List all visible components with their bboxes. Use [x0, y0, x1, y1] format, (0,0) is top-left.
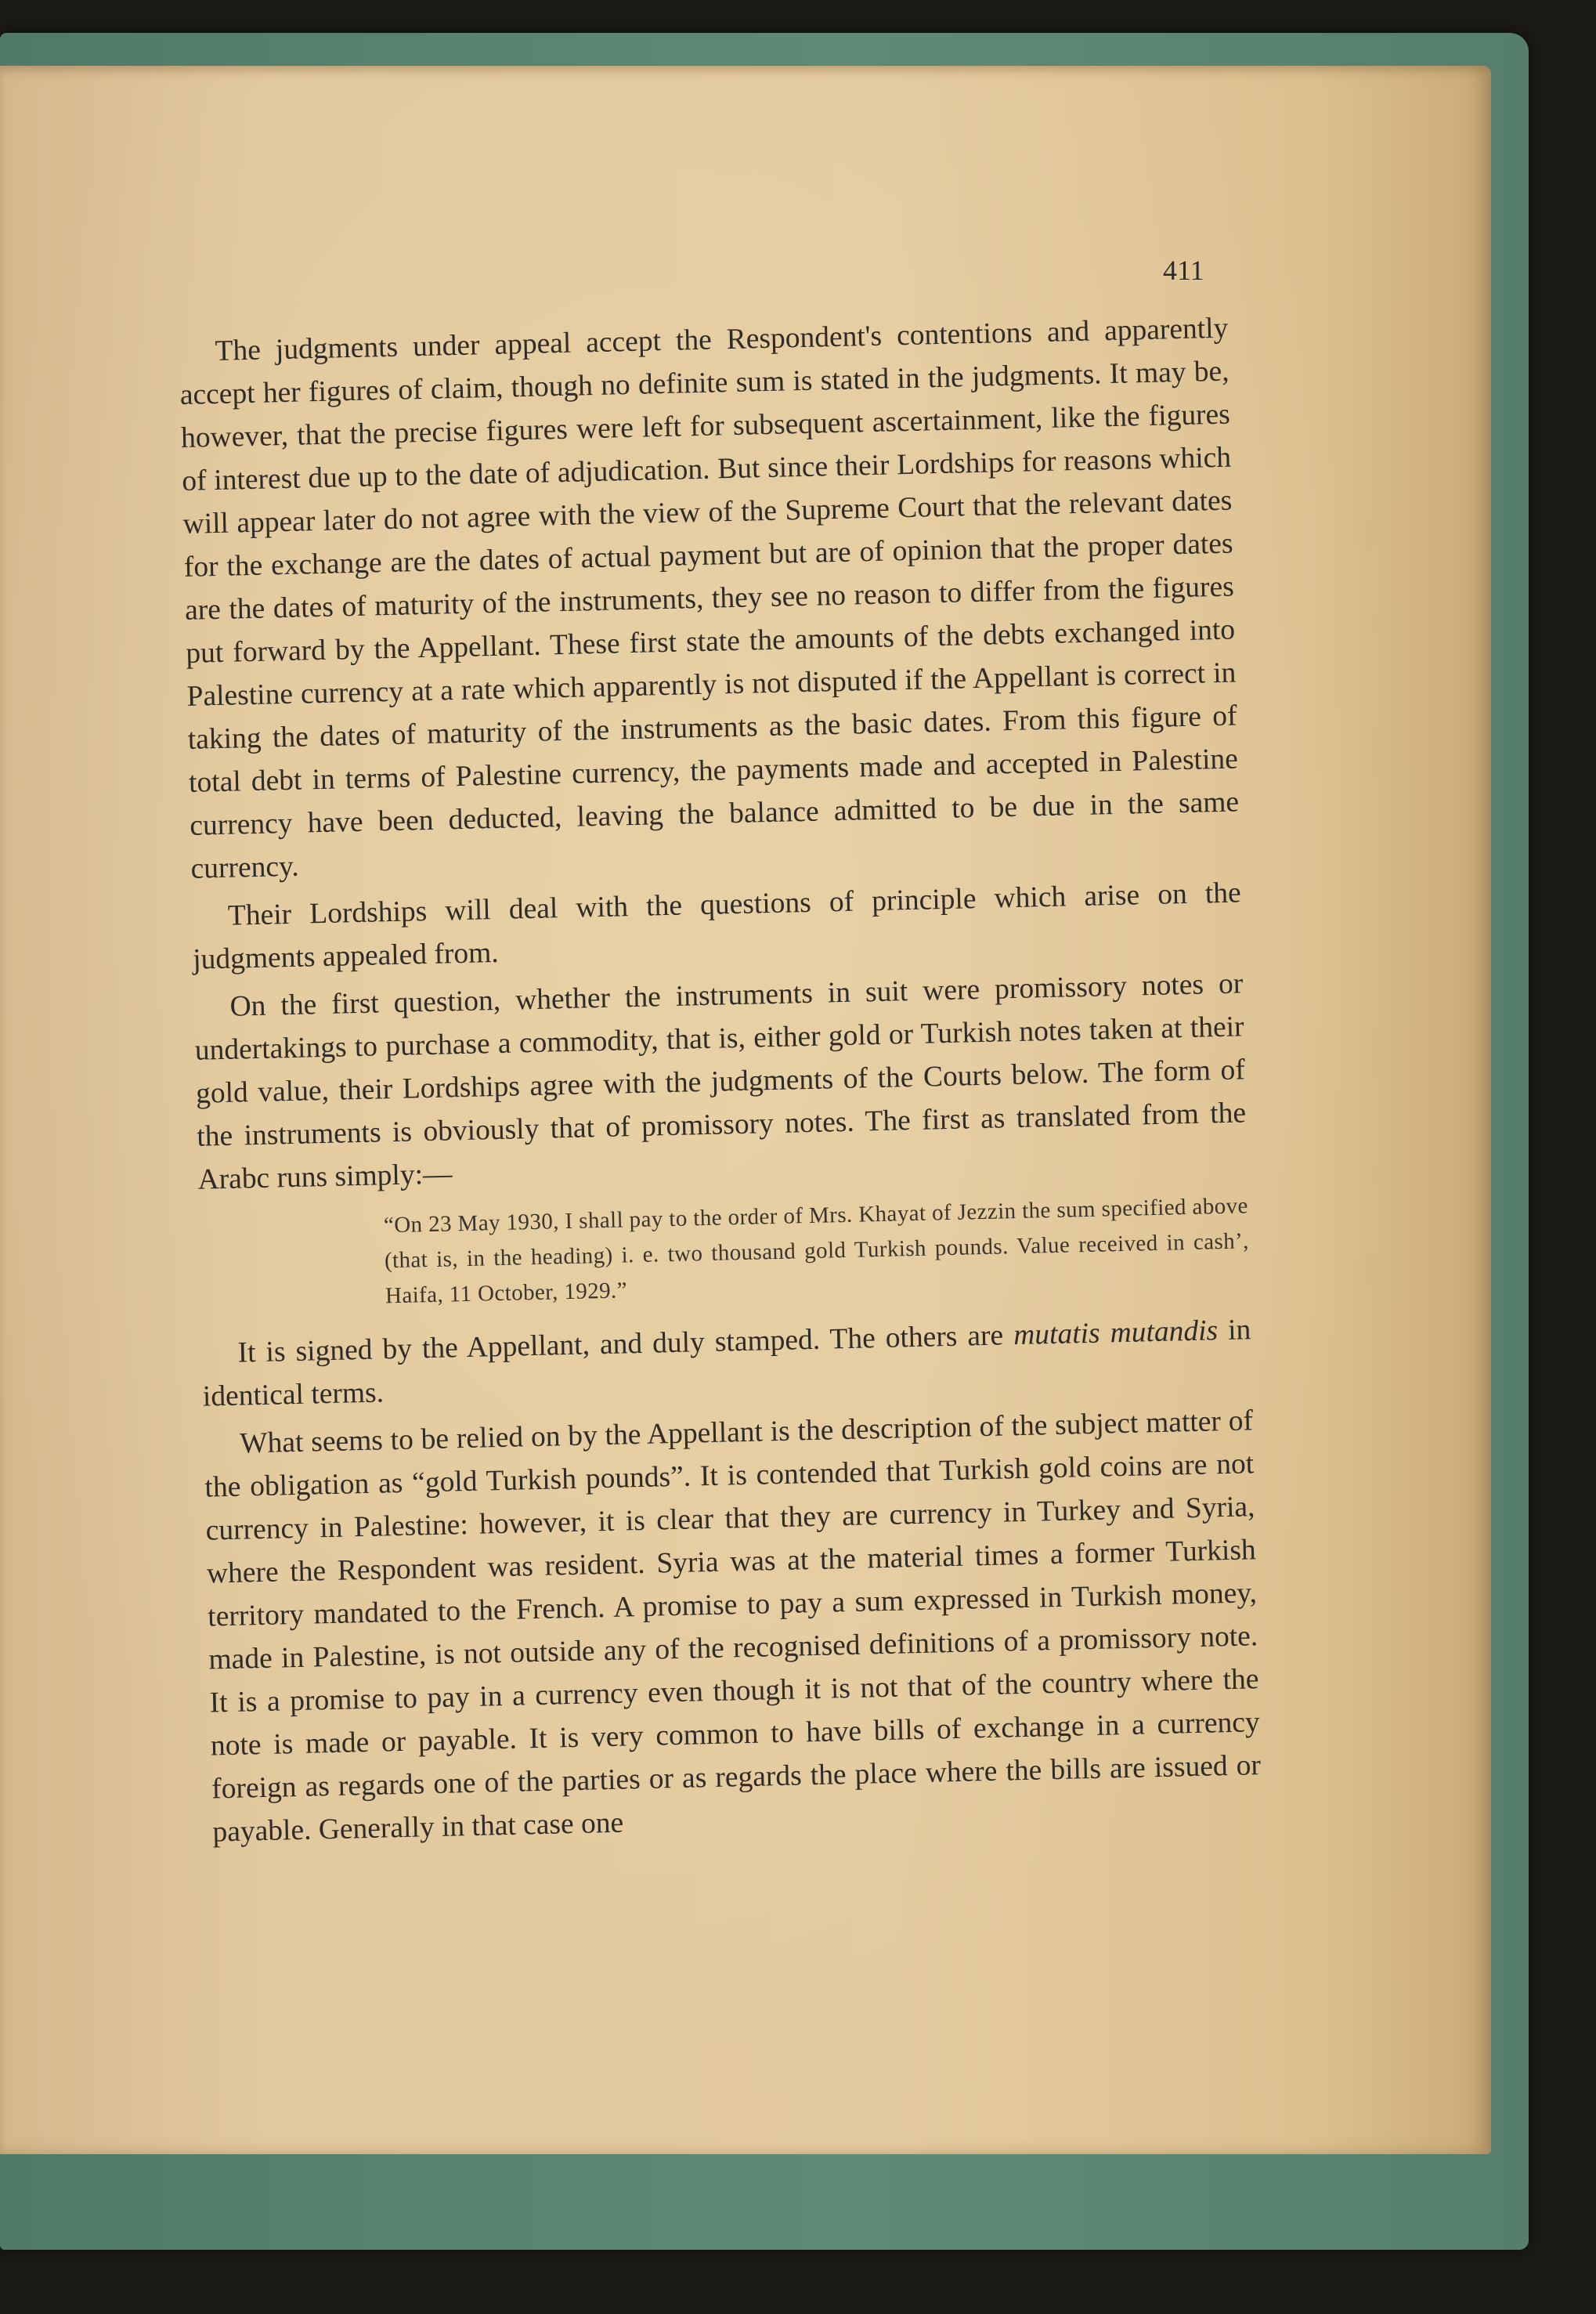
- paragraph-turkish-pounds: What seems to be relied on by the Appellant is the description of the subject matter of the obligation as “gold Turkish pounds”. It is contended that Turkish gold coins are not currency in Palestine: however, it is clear that they are currency in Turkey and Syria, where the Respondent was resident. Syria was at the material times a former Turkish territory mandated to the French. A promise to pay a sum expressed in Turkish money, made in Palestine, is not outside any of the recognised definitions of a promissory note. It is a promise to pay in a currency even though it is not that of the country where the note is made or payable. It is very common to have bills of exchange in a currency foreign as regards one of the parties or as regards the place where the bills are issued or payable. Generally in that case one: [204, 1405, 1262, 1849]
- paragraph-judgments: The judgments under appeal accept the Respondent's contentions and apparently accept her figures of claim, though no definite sum is stated in the judgments. It may be, however, that the precise figures were left for subsequent ascertainment, like the figures of interest due up to the date of adjudication. But since their Lordships for reasons which will appear later do not agree with the view of the Supreme Court that the relevant dates for the exchange are the dates of actual payment but are of opinion that the proper dates are the dates of maturity of the instruments, they see no reason to differ from the figures put forward by the Appellant. These first state the amounts of the debts exchanged into Palestine currency at a rate which apparently is not disputed if the Appellant is correct in taking the dates of maturity of the instruments as the basic dates. From this figure of total debt in terms of Palestine currency, the payments made and accepted in Palestine currency have been deducted, leaving the balance admitted to be due in the same currency.: [179, 312, 1240, 885]
- page-body-text: [179, 307, 1262, 1854]
- paragraph-signed-lead: It is signed by the Appellant, and duly stamped. The others are: [237, 1319, 1004, 1369]
- paragraph-signed-tail: in identical terms.: [202, 1314, 1251, 1413]
- page-number: 411: [1163, 255, 1204, 286]
- paragraph-signed: [201, 1308, 1252, 1418]
- paragraph-first-question: On the first question, whether the instruments in suit were promissory notes or undertakings to purchase a commodity, that is, either gold or Turkish notes taken at their gold value, their Lordships agree with the judgments of the Courts below. The form of the instruments is obviously that of promissory notes. The first as translated from the Arabc runs simply:—: [194, 967, 1247, 1196]
- italic-mutatis-mutandis: mutatis mutandis: [1013, 1314, 1219, 1352]
- book-page: [0, 66, 1491, 2154]
- paragraph-questions: Their Lordships will deal with the questions of principle which arise on the judgments appealed from.: [192, 877, 1242, 976]
- quoted-promissory-note: “On 23 May 1930, I shall pay to the order of Mrs. Khayat of Jezzin the sum specified above (that is, in the heading) i. e. two thousand gold Turkish pounds. Value received in cash’, Haifa, 11 October, 1929.”: [383, 1193, 1250, 1309]
